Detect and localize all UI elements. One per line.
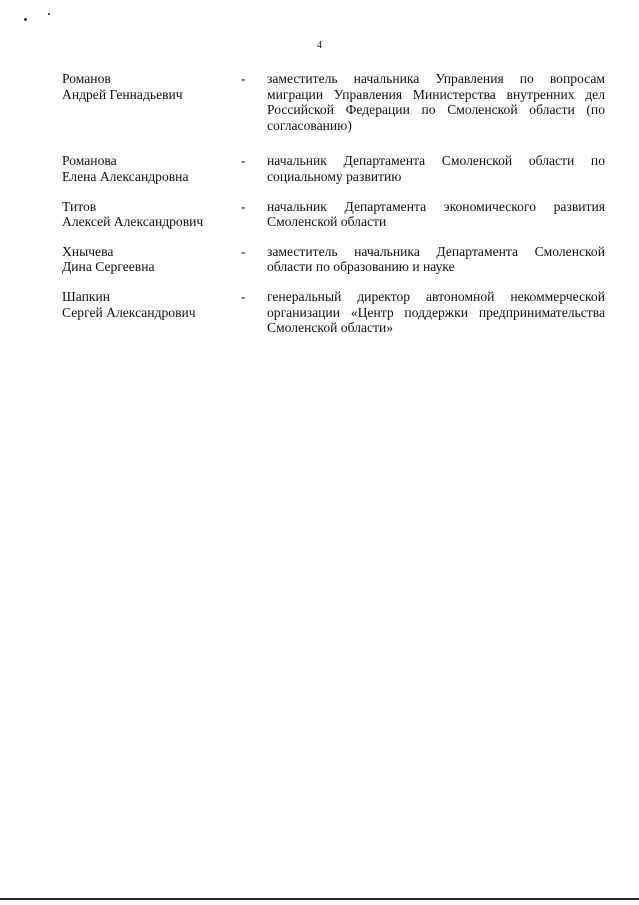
- member-role: начальник Департамента Смоленской области по социальному развитию: [267, 153, 605, 184]
- member-role: начальник Департамента экономического развития Смоленской области: [267, 198, 605, 230]
- member-role: заместитель начальника Департамента Смоленской области по образованию и науке: [267, 243, 605, 275]
- member-surname: Хнычева: [62, 243, 114, 259]
- member-surname: Шапкин: [62, 288, 110, 304]
- member-dash: -: [241, 288, 246, 304]
- member-given-names: Андрей Геннадьевич: [62, 86, 183, 102]
- member-role: заместитель начальника Управления по вопросам миграции Управления Министерства внутренних дел Российской Федерации по Смоленской области (по согласованию): [267, 71, 605, 133]
- member-entry: [62, 71, 605, 133]
- page-number: 4: [317, 40, 322, 51]
- member-surname: Романов: [62, 71, 111, 86]
- member-surname: Романова: [62, 153, 117, 169]
- member-entry: [62, 244, 605, 275]
- scan-speck: [48, 13, 50, 15]
- member-name: [62, 153, 237, 184]
- member-dash: -: [241, 153, 246, 169]
- member-surname: Титов: [62, 198, 97, 214]
- member-dash: -: [241, 71, 246, 86]
- member-name: [62, 71, 237, 102]
- member-dash: -: [241, 198, 246, 214]
- scan-speck: [24, 18, 27, 21]
- scan-bottom-edge: [0, 898, 639, 900]
- member-dash: -: [241, 243, 246, 259]
- member-name: [62, 244, 237, 275]
- member-entry: [62, 153, 605, 184]
- member-entry: [62, 199, 605, 230]
- member-given-names: Сергей Александрович: [62, 304, 196, 320]
- member-name: [62, 199, 237, 230]
- member-name: [62, 289, 237, 320]
- member-given-names: Алексей Александрович: [62, 214, 204, 230]
- member-entry: [62, 289, 605, 336]
- member-given-names: Дина Сергеевна: [62, 259, 155, 275]
- member-list: [62, 71, 605, 336]
- member-given-names: Елена Александровна: [62, 168, 189, 184]
- member-role: генеральный директор автономной некоммерческой организации «Центр поддержки предпринимательства Смоленской области»: [267, 288, 605, 336]
